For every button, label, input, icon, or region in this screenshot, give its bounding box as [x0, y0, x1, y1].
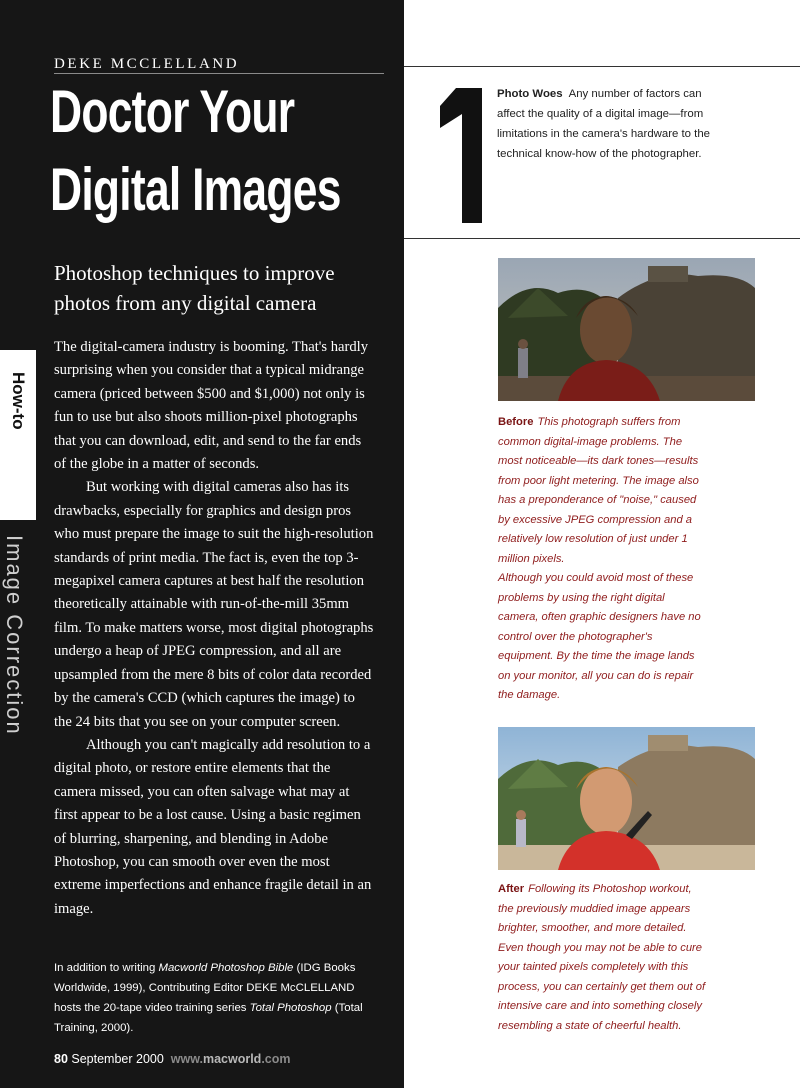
step-number-glyph [440, 88, 482, 223]
sidebar-rule-top [404, 66, 800, 67]
author-byline: DEKE MCCLELLAND [54, 56, 240, 72]
note-caption: Although you could avoid most of these problems by using the right digital camera, often graphic designers have no control over the photographer's equipment. By the time the image lands on your monitor, all you can do is repair the damage. [498, 572, 701, 701]
body-paragraph-3: Although you can't magically add resolution to a digital photo, or restore entire elements that the camera missed, you can often salvage what may at first appear to be a lost cause. Using a basic regimen of blurring, sharpening, and blending in Adobe Photoshop, you can smooth over even the most extreme imperfections and enhance fragile detail in an image. [54, 736, 372, 917]
before-photo [498, 258, 755, 401]
url-prefix: www. [170, 1052, 203, 1066]
url-name: macworld [202, 1052, 262, 1066]
section-category: Image Correction [2, 535, 27, 736]
section-tab-label: How-to [9, 372, 28, 430]
section-tab [0, 350, 36, 520]
page-folio [54, 1052, 394, 1066]
headline-line-1: Doctor Your [50, 78, 295, 145]
sidebar-rule-mid [404, 238, 800, 239]
before-photo-image [498, 258, 755, 401]
step-text: Any number of factors can affect the quality of a digital image—from limitations in the camera's hardware to the technical know-how of the photographer. [497, 88, 711, 160]
before-caption [498, 413, 708, 569]
body-paragraph-1: The digital-camera industry is booming. That's hardly surprising when you consider that a typical midrange camera (priced between $500 and $1,000) not only is fun to use but also shoots million-pixel photographs that you can download, edit, and send to the far ends of the globe in a matter of seconds. [54, 339, 369, 473]
page-number: 80 [54, 1052, 68, 1066]
step-tip [497, 84, 712, 164]
step-number-1 [438, 88, 482, 223]
after-caption [498, 880, 708, 1036]
byline-rule [54, 73, 384, 74]
before-label: Before [498, 416, 534, 428]
article-body [54, 336, 376, 921]
after-label: After [498, 883, 525, 895]
step-title: Photo Woes [497, 88, 563, 100]
bio-part-2: (IDG Books Worldwide, 1999), Contributing Editor DEKE McCLELLAND hosts the 20-tape video training series [54, 962, 356, 1014]
after-text: Following its Photoshop workout, the previously muddied image appears brighter, smoother, and more detailed. Even though you may not be able to cure your tainted pixels completely with this process, you can certainly get them out of intensive care and into something closely resembling a state of cheerful health. [498, 883, 706, 1032]
bio-series-title: Total Photoshop [249, 1002, 332, 1014]
url-suffix: .com [261, 1052, 291, 1066]
issue-date: September 2000 [71, 1052, 164, 1066]
bio-part-1: In addition to writing [54, 962, 159, 974]
headline-line-2: Digital Images [50, 156, 341, 223]
bio-book-title: Macworld Photoshop Bible [158, 962, 294, 974]
after-photo-image [498, 727, 755, 870]
deck-subtitle: Photoshop techniques to improve photos from any digital camera [54, 261, 335, 315]
before-text: This photograph suffers from common digital-image problems. The most noticeable—its dark tones—results from poor light metering. The image also has a preponderance of "noise," caused by excessive JPEG compression and a relatively low resolution of just under 1 million pixels. [498, 416, 699, 565]
author-bio [54, 958, 384, 1038]
bio-part-3: (Total Training, 2000). [54, 1002, 363, 1034]
after-photo [498, 727, 755, 870]
body-paragraph-2: But working with digital cameras also has its drawbacks, especially for graphics and design pros who must prepare the image to suit the high-resolution standards of print media. The fact is, even the top 3-megapixel camera captures at best half the resolution theoretically attainable with run-of-the-mill 35mm film. To make matters worse, most digital photographs undergo a heap of JPEG compression, and all are upsampled from the mere 8 bits of color data recorded by the camera's CCD (which captures the image) to the 24 bits that you see on your computer screen. [54, 479, 374, 730]
